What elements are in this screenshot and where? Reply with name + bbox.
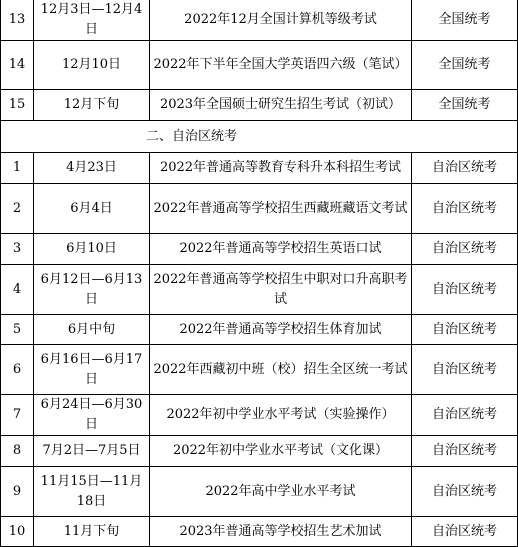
exam-name: 2023年普通高等学校招生艺术加试 xyxy=(150,517,412,547)
exam-name: 2022年西藏初中班（校）招生全区统一考试 xyxy=(150,345,412,395)
exam-date: 7月2日—7月5日 xyxy=(34,436,150,467)
row-number: 6 xyxy=(1,345,34,395)
table-row xyxy=(1,395,518,436)
exam-type: 自治区统考 xyxy=(412,184,518,234)
exam-date: 6月24日—6月30日 xyxy=(34,395,150,436)
exam-date: 11月下旬 xyxy=(34,517,150,547)
exam-type: 自治区统考 xyxy=(412,436,518,467)
exam-date: 4月23日 xyxy=(34,153,150,184)
row-number: 10 xyxy=(1,517,34,547)
row-number: 3 xyxy=(1,234,34,265)
exam-type: 自治区统考 xyxy=(412,315,518,345)
exam-name: 2022年初中学业水平考试（文化课） xyxy=(150,436,412,467)
exam-name: 2022年普通高等学校招生中职对口升高职考试 xyxy=(150,265,412,315)
exam-name: 2022年普通高等学校招生体育加试 xyxy=(150,315,412,345)
exam-name: 2022年12月全国计算机等级考试 xyxy=(150,0,412,41)
row-number: 13 xyxy=(1,0,34,41)
table-row xyxy=(1,345,518,395)
table-row xyxy=(1,90,518,121)
table-row xyxy=(1,517,518,547)
exam-type: 自治区统考 xyxy=(412,517,518,547)
table-row xyxy=(1,41,518,90)
exam-name: 2022年下半年全国大学英语四六级（笔试） xyxy=(150,41,412,90)
exam-date: 6月12日—6月13日 xyxy=(34,265,150,315)
table-row xyxy=(1,0,518,41)
exam-date: 6月10日 xyxy=(34,234,150,265)
exam-date: 12月10日 xyxy=(34,41,150,90)
row-number: 1 xyxy=(1,153,34,184)
row-number: 5 xyxy=(1,315,34,345)
exam-name: 2022年初中学业水平考试（实验操作） xyxy=(150,395,412,436)
table-row xyxy=(1,184,518,234)
exam-date: 11月15日—11月18日 xyxy=(34,467,150,517)
exam-name: 2022年高中学业水平考试 xyxy=(150,467,412,517)
exam-name: 2022年普通高等学校招生英语口试 xyxy=(150,234,412,265)
exam-name: 2022年普通高等学校招生西藏班藏语文考试 xyxy=(150,184,412,234)
exam-type: 自治区统考 xyxy=(412,345,518,395)
table-row xyxy=(1,234,518,265)
exam-date: 12月3日—12月4日 xyxy=(34,0,150,41)
row-number: 7 xyxy=(1,395,34,436)
exam-date: 12月下旬 xyxy=(34,90,150,121)
section-title: 二、自治区统考 xyxy=(1,121,518,153)
table-row xyxy=(1,436,518,467)
row-number: 2 xyxy=(1,184,34,234)
exam-type: 自治区统考 xyxy=(412,265,518,315)
exam-date: 6月中旬 xyxy=(34,315,150,345)
row-number: 8 xyxy=(1,436,34,467)
row-number: 14 xyxy=(1,41,34,90)
exam-type: 全国统考 xyxy=(412,41,518,90)
row-number: 15 xyxy=(1,90,34,121)
exam-type: 自治区统考 xyxy=(412,153,518,184)
exam-type: 自治区统考 xyxy=(412,395,518,436)
section-header-row xyxy=(1,121,518,153)
table-row xyxy=(1,265,518,315)
row-number: 9 xyxy=(1,467,34,517)
table-row xyxy=(1,315,518,345)
row-number: 4 xyxy=(1,265,34,315)
exam-name: 2022年普通高等教育专科升本科招生考试 xyxy=(150,153,412,184)
exam-type: 自治区统考 xyxy=(412,234,518,265)
exam-type: 全国统考 xyxy=(412,90,518,121)
exam-name: 2023年全国硕士研究生招生考试（初试） xyxy=(150,90,412,121)
exam-date: 6月16日—6月17日 xyxy=(34,345,150,395)
exam-type: 自治区统考 xyxy=(412,467,518,517)
exam-date: 6月4日 xyxy=(34,184,150,234)
exam-type: 全国统考 xyxy=(412,0,518,41)
table-row xyxy=(1,467,518,517)
table-row xyxy=(1,153,518,184)
